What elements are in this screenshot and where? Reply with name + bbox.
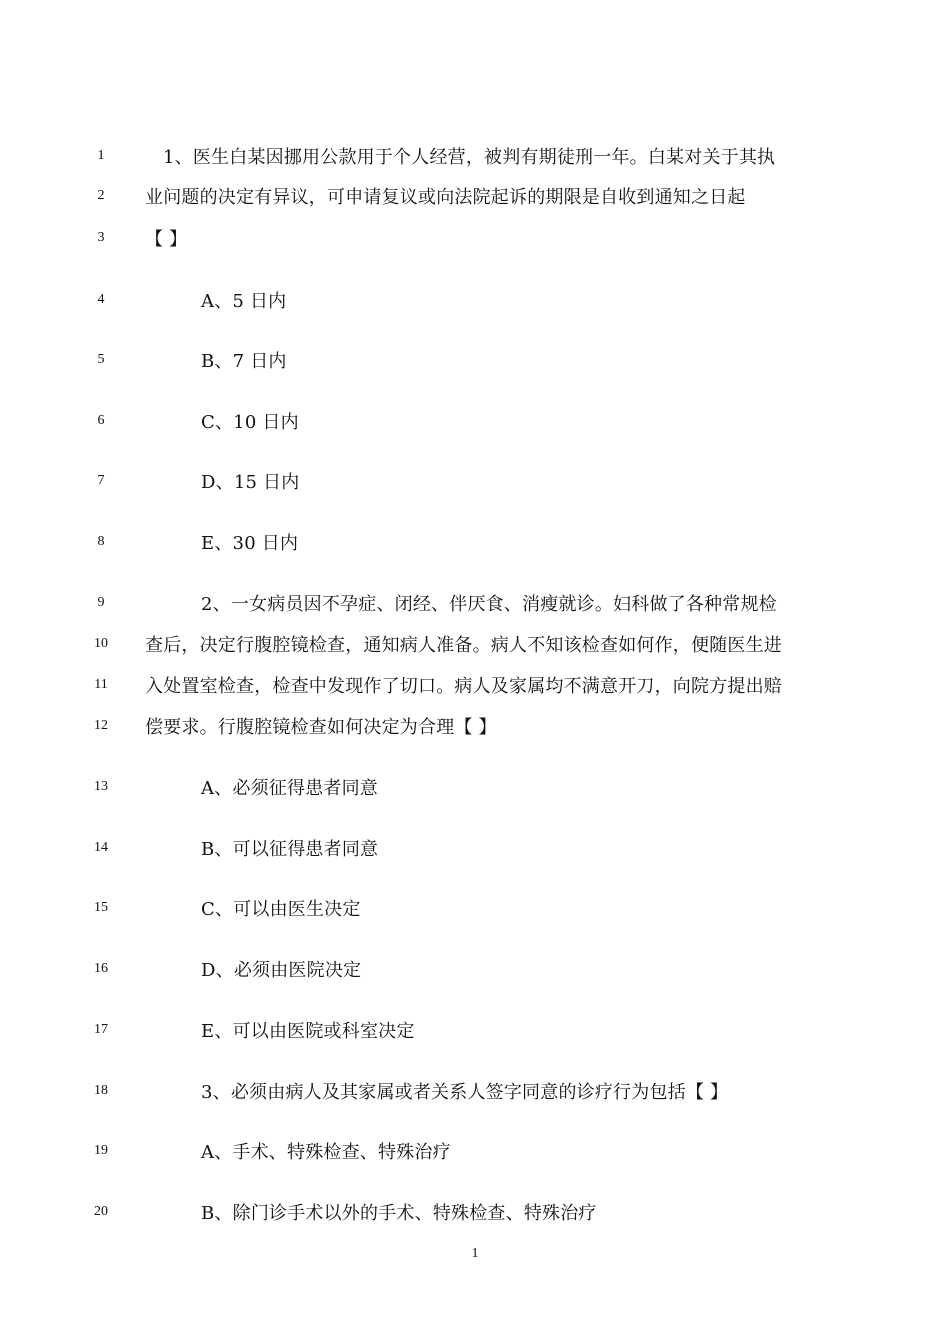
option-line [0,1192,950,1232]
option-line [0,888,950,928]
option-c: C、可以由医生决定 [201,899,361,920]
line-number: 13 [94,779,108,794]
option-b: B、可以征得患者同意 [201,839,379,860]
option-line [0,340,950,380]
line-number: 7 [97,473,105,488]
line-number: 9 [97,595,105,610]
text-line [0,706,950,746]
line-number: 16 [94,961,108,976]
question-1-text: 1、医生白某因挪用公款用于个人经营，被判有期徒刑一年。白某对关于其执 [163,147,776,168]
option-line [0,280,950,320]
option-line [0,401,950,441]
line-number: 17 [94,1022,108,1037]
text-line [0,218,950,258]
option-c: C、10 日内 [201,412,299,433]
option-b: B、7 日内 [201,351,287,372]
option-b: B、除门诊手术以外的手术、特殊检查、特殊治疗 [201,1203,597,1224]
answer-bracket: 【 】 [145,229,188,250]
option-e: E、可以由医院或科室决定 [201,1021,415,1042]
option-d: D、必须由医院决定 [201,960,362,981]
option-line [0,828,950,868]
option-line [0,767,950,807]
line-number: 12 [94,718,108,733]
text-line [0,624,950,664]
line-number: 6 [97,413,105,428]
option-a: A、必须征得患者同意 [201,778,378,799]
option-d: D、15 日内 [201,472,300,493]
option-a: A、手术、特殊检查、特殊治疗 [201,1142,451,1163]
line-number: 2 [97,188,105,203]
option-line [0,1131,950,1171]
text-line [0,176,950,216]
line-number: 11 [94,677,108,692]
line-number: 18 [94,1083,108,1098]
question-2-text-cont: 偿要求。行腹腔镜检查如何决定为合理【 】 [145,717,497,738]
option-e: E、30 日内 [201,533,299,554]
question-2-text-cont: 入处置室检查，检查中发现作了切口。病人及家属均不满意开刀，向院方提出赔 [145,676,782,697]
page-number: 1 [471,1246,479,1261]
option-line [0,1010,950,1050]
line-number: 15 [94,900,108,915]
line-number: 20 [94,1204,108,1219]
text-line [0,136,950,176]
text-line [0,583,950,623]
line-number: 8 [97,534,105,549]
line-number: 4 [97,292,105,307]
question-1-text-cont: 业问题的决定有异议，可申请复议或向法院起诉的期限是自收到通知之日起 [145,187,746,208]
text-line [0,665,950,705]
option-line [0,949,950,989]
option-line [0,461,950,501]
line-number: 5 [97,352,105,367]
line-number: 19 [94,1143,108,1158]
line-number: 1 [97,148,105,163]
line-number: 10 [94,636,108,651]
question-3-text: 3、必须由病人及其家属或者关系人签字同意的诊疗行为包括【 】 [201,1082,729,1103]
line-number: 3 [97,230,105,245]
line-number: 14 [94,840,108,855]
question-2-text-cont: 查后，决定行腹腔镜检查，通知病人准备。病人不知该检查如何作，便随医生进 [145,635,782,656]
option-a: A、5 日内 [201,291,287,312]
text-line [0,1071,950,1111]
option-line [0,522,950,562]
question-2-text: 2、一女病员因不孕症、闭经、伴厌食、消瘦就诊。妇科做了各种常规检 [201,594,777,615]
